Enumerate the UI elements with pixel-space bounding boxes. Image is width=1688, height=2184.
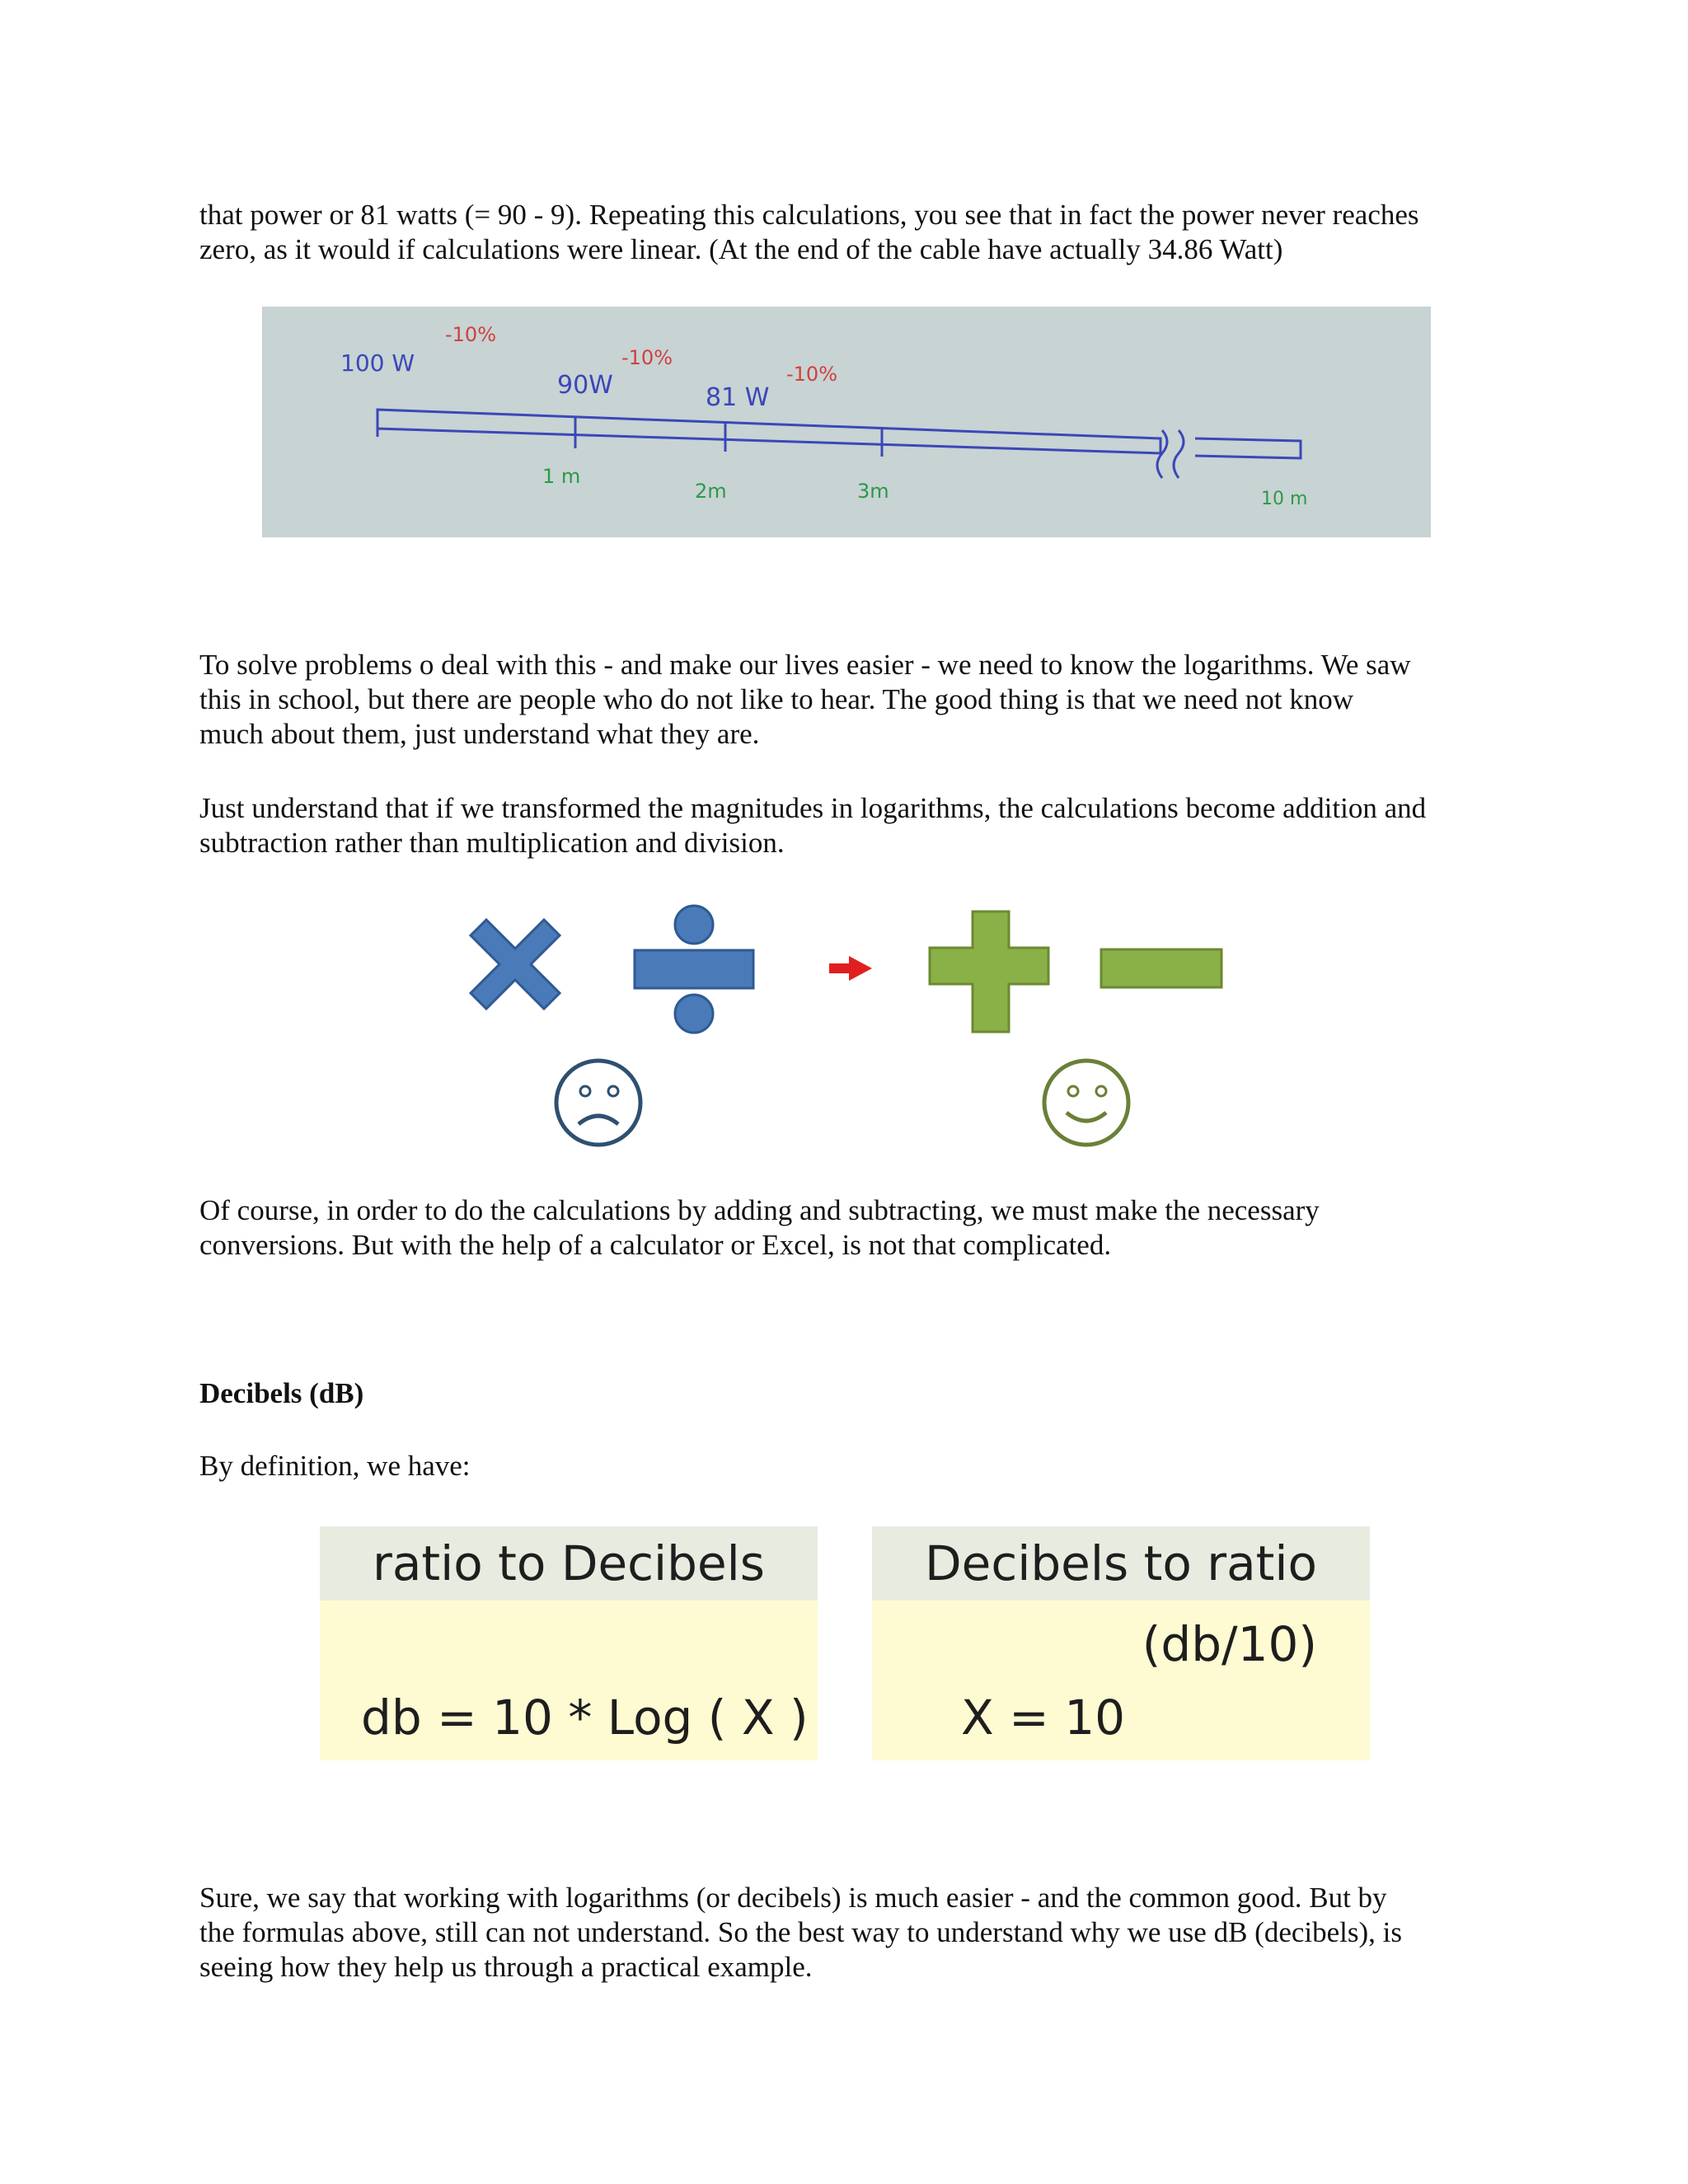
- transform-paragraph: [199, 791, 1502, 860]
- distance-label-1m: 1 m: [542, 465, 581, 488]
- closing-paragraph: [199, 1881, 1502, 1985]
- loss-label: -10%: [445, 323, 497, 346]
- divide-icon: [635, 906, 753, 1033]
- loss-label: -10%: [621, 346, 673, 369]
- text-line: Just understand that if we transformed the magnitudes in logarithms, the calculations become addition and: [199, 792, 1427, 824]
- arrow-right-icon: [829, 956, 872, 981]
- power-label-90w: 90W: [557, 371, 613, 400]
- operations-figure: [445, 890, 1253, 1162]
- formula-expression: X = 10: [961, 1690, 1126, 1746]
- text-line: Of course, in order to do the calculations by adding and subtracting, we must make the necessary: [199, 1194, 1320, 1226]
- text-line: zero, as it would if calculations were linear. (At the end of the cable have actually 34.86 Watt): [199, 233, 1283, 265]
- decibels-to-ratio-box: [872, 1526, 1370, 1760]
- text-line: conversions. But with the help of a calculator or Excel, is not that complicated.: [199, 1229, 1112, 1261]
- text-line: To solve problems o deal with this - and make our lives easier - we need to know the logarithms. We saw: [199, 649, 1411, 681]
- text-line: that power or 81 watts (= 90 - 9). Repeating this calculations, you see that in fact the power never reaches: [199, 199, 1419, 231]
- distance-label-2m: 2m: [695, 480, 727, 503]
- text-line: the formulas above, still can not understand. So the best way to understand why we use dB (decibels), is: [199, 1916, 1402, 1948]
- formula-expression: db = 10 * Log ( X ): [361, 1690, 809, 1746]
- intro-paragraph: [199, 198, 1502, 267]
- text-line: much about them, just understand what they are.: [199, 718, 760, 750]
- formula-title: Decibels to ratio: [872, 1526, 1370, 1601]
- cable-outline: [377, 410, 1160, 453]
- text-line: Sure, we say that working with logarithms (or decibels) is much easier - and the common good. But by: [199, 1882, 1387, 1914]
- formula-title: ratio to Decibels: [320, 1526, 818, 1601]
- power-label-81w: 81 W: [706, 383, 770, 412]
- distance-label-3m: 3m: [857, 480, 889, 503]
- minus-icon: [1101, 949, 1221, 987]
- loss-label: -10%: [786, 363, 838, 386]
- cable-break-mark: [1174, 430, 1184, 478]
- distance-label-10m: 10 m: [1261, 489, 1308, 509]
- multiply-icon: [471, 920, 560, 1009]
- happy-face-icon: [1044, 1061, 1128, 1145]
- logarithms-paragraph: [199, 648, 1502, 752]
- definition-paragraph: [199, 1449, 1502, 1483]
- operations-drawing: [445, 890, 1253, 1162]
- plus-icon: [930, 912, 1048, 1032]
- text-line: this in school, but there are people who do not like to hear. The good thing is that we need not know: [199, 683, 1354, 715]
- text-line: subtraction rather than multiplication and division.: [199, 827, 785, 859]
- ratio-to-decibels-box: [320, 1526, 818, 1760]
- text-line: By definition, we have:: [199, 1450, 471, 1482]
- cable-power-loss-figure: [262, 307, 1431, 537]
- section-heading: Decibels (dB): [199, 1377, 364, 1409]
- cable-drawing: [262, 307, 1431, 537]
- cable-end-segment: [1195, 438, 1301, 458]
- power-label-100w: 100 W: [340, 349, 415, 377]
- conversions-paragraph: [199, 1193, 1502, 1263]
- text-line: seeing how they help us through a practical example.: [199, 1951, 813, 1983]
- sad-face-icon: [556, 1061, 640, 1145]
- formula-exponent: (db/10): [1142, 1616, 1317, 1672]
